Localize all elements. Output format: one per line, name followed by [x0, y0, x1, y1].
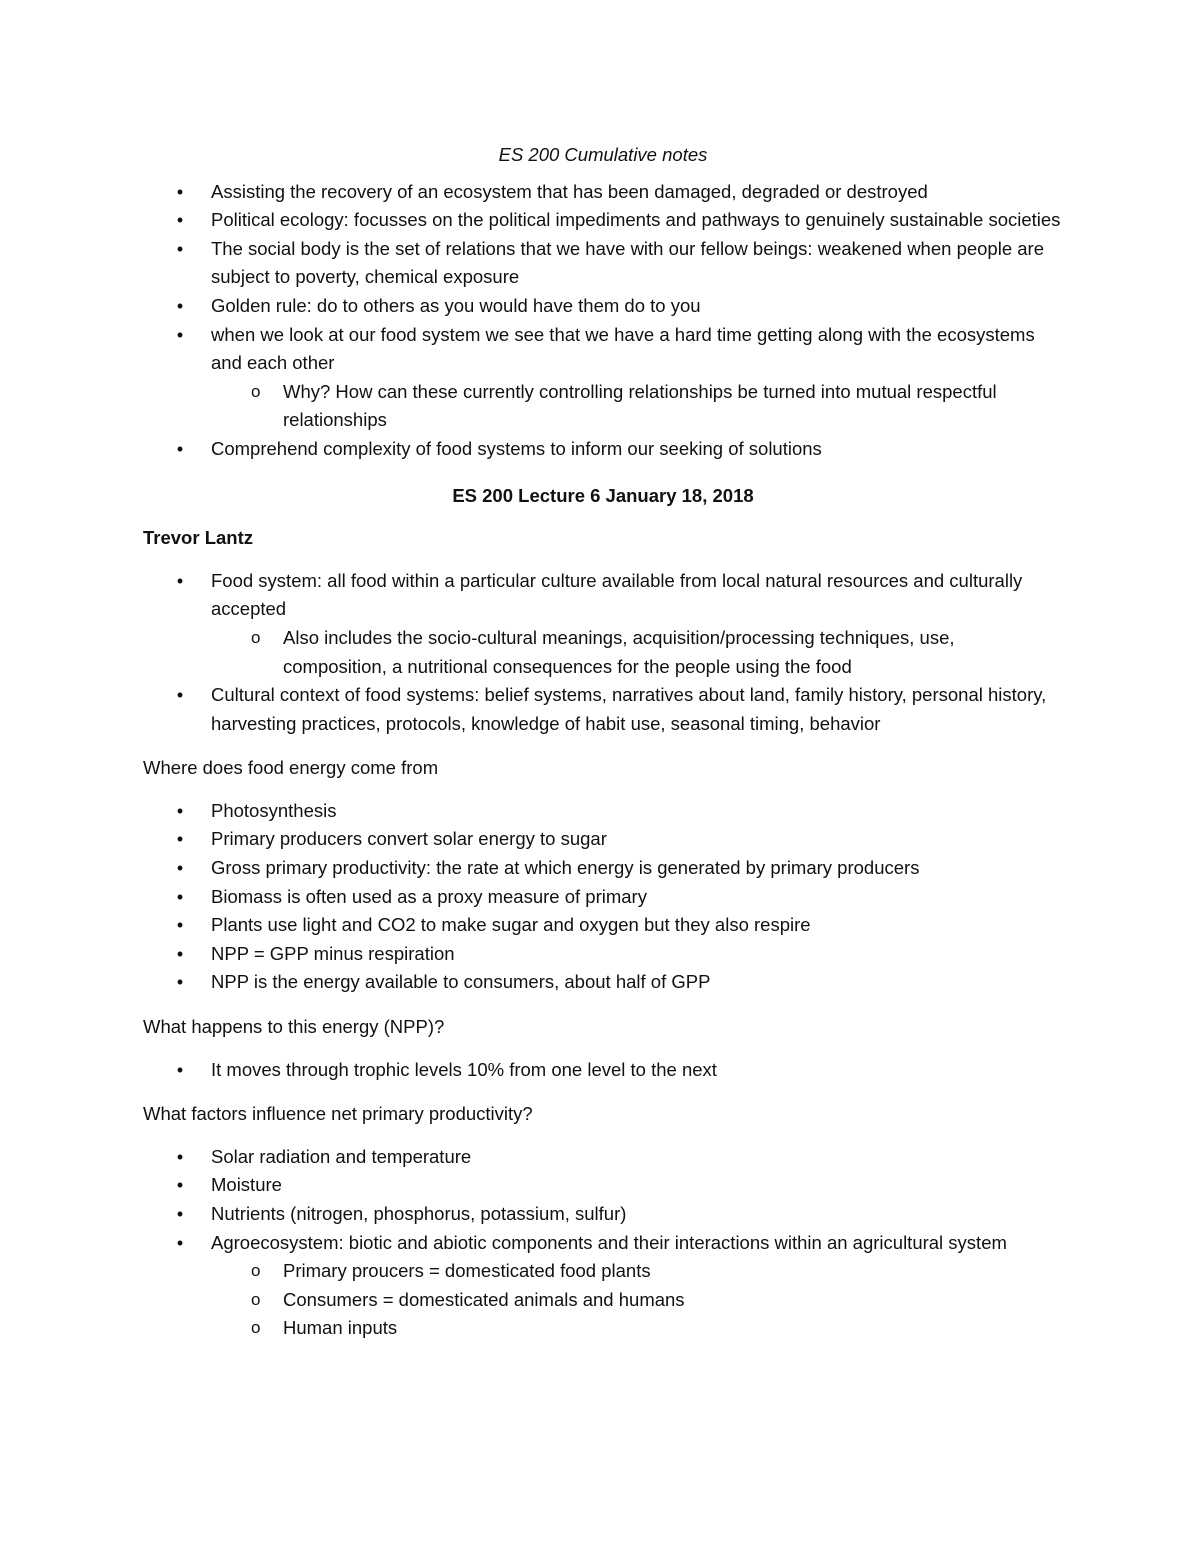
sub-list-item-text: Consumers = domesticated animals and humans — [283, 1288, 685, 1310]
bullet-icon: • — [176, 1146, 184, 1167]
bullet-icon: • — [176, 210, 184, 231]
list-item — [143, 1200, 1063, 1229]
list-item — [143, 854, 1063, 883]
list-item-text: Plants use light and CO2 to make sugar and oxygen but they also respire — [211, 914, 811, 936]
sub-list-item-text: Why? How can these currently controlling relationships be turned into mutual respectful relationships — [283, 380, 997, 431]
list-item — [143, 825, 1063, 854]
list-item-text: It moves through trophic levels 10% from one level to the next — [211, 1058, 717, 1080]
sub-list-item — [211, 378, 1063, 435]
energy-source-list — [143, 797, 1063, 997]
bullet-icon: • — [176, 1232, 184, 1253]
list-item — [143, 206, 1063, 235]
list-item-text: Primary producers convert solar energy to sugar — [211, 828, 607, 850]
sub-list — [211, 1257, 1063, 1343]
intro-list — [143, 178, 1063, 464]
lecture-heading: ES 200 Lecture 6 January 18, 2018 — [452, 484, 754, 506]
speaker-name: Trevor Lantz — [143, 527, 253, 549]
list-item — [143, 567, 1063, 681]
bullet-icon: • — [176, 181, 184, 202]
sub-list — [211, 378, 1063, 435]
bullet-icon: • — [176, 1175, 184, 1196]
list-item-text: Food system: all food within a particular culture available from local natural resources and culturally accepted — [211, 569, 1023, 620]
list-item — [143, 1056, 1063, 1085]
bullet-icon: • — [176, 685, 184, 706]
bullet-icon: • — [176, 1204, 184, 1224]
bullet-icon: • — [176, 800, 184, 821]
list-item — [143, 1229, 1063, 1343]
sub-list-item — [211, 1286, 1063, 1315]
list-item — [143, 681, 1063, 738]
document-body — [143, 141, 1063, 1343]
bullet-icon: • — [176, 972, 184, 993]
bullet-icon: • — [176, 915, 184, 936]
bullet-icon: • — [176, 886, 184, 907]
bullet-icon: • — [176, 238, 184, 259]
list-item-text: Photosynthesis — [211, 799, 337, 821]
list-item-text: Political ecology: focusses on the political impediments and pathways to genuinely sustainable societies — [211, 209, 1061, 231]
section-question: What factors influence net primary productivity? — [143, 1103, 533, 1125]
list-item — [143, 292, 1063, 321]
hollow-bullet-icon: o — [251, 1261, 261, 1281]
list-item — [143, 1143, 1063, 1172]
list-item — [143, 883, 1063, 912]
sub-list-item-text: Also includes the socio-cultural meanings, acquisition/processing techniques, use, composition, a nutritional consequences for the people using the food — [283, 626, 955, 677]
hollow-bullet-icon: o — [251, 1318, 261, 1338]
sub-list-item — [211, 1314, 1063, 1343]
list-item-text: Cultural context of food systems: belief systems, narratives about land, family history, personal history, harvesting practices, protocols, knowledge of habit use, seasonal timing, behavior — [211, 684, 1047, 734]
list-item-text: Solar radiation and temperature — [211, 1145, 472, 1167]
list-item-text: NPP = GPP minus respiration — [211, 942, 455, 964]
sub-list-item-text: Human inputs — [283, 1317, 398, 1339]
list-item-text: Moisture — [211, 1174, 282, 1196]
bullet-icon: • — [176, 943, 184, 964]
bullet-icon: • — [176, 570, 184, 591]
list-item-text: The social body is the set of relations that we have with our fellow beings: weakened when people are subject to poverty, chemical exposure — [211, 237, 1044, 288]
lecture-list — [143, 567, 1063, 739]
list-item-text: Nutrients (nitrogen, phosphorus, potassium, sulfur) — [211, 1203, 627, 1224]
list-item-text: Agroecosystem: biotic and abiotic components and their interactions within an agricultural system — [211, 1231, 1007, 1253]
list-item — [143, 321, 1063, 435]
list-item-text: Golden rule: do to others as you would have them do to you — [211, 294, 701, 316]
energy-flow-list — [143, 1056, 1063, 1085]
hollow-bullet-icon: o — [251, 1289, 261, 1309]
sub-list-item — [211, 624, 1063, 681]
sub-list — [211, 624, 1063, 681]
list-item — [143, 968, 1063, 997]
list-item — [143, 940, 1063, 969]
npp-factors-list — [143, 1143, 1063, 1343]
bullet-icon: • — [176, 1059, 184, 1080]
section-question: Where does food energy come from — [143, 757, 439, 779]
list-item — [143, 911, 1063, 940]
list-item — [143, 1171, 1063, 1200]
sub-list-item — [211, 1257, 1063, 1286]
bullet-icon: • — [176, 438, 184, 459]
sub-list-item-text: Primary proucers = domesticated food plants — [283, 1260, 651, 1282]
document-title: ES 200 Cumulative notes — [498, 144, 708, 165]
hollow-bullet-icon: o — [251, 627, 261, 647]
list-item — [143, 235, 1063, 292]
bullet-icon: • — [176, 324, 184, 345]
bullet-icon: • — [176, 858, 184, 879]
section-question: What happens to this energy (NPP)? — [143, 1016, 445, 1038]
hollow-bullet-icon: o — [251, 381, 261, 401]
bullet-icon: • — [176, 295, 184, 316]
list-item-text: NPP is the energy available to consumers, about half of GPP — [211, 971, 711, 993]
list-item-text: when we look at our food system we see that we have a hard time getting along with the ecosystems and each other — [211, 323, 1035, 374]
list-item-text: Comprehend complexity of food systems to inform our seeking of solutions — [211, 437, 822, 459]
list-item-text: Gross primary productivity: the rate at which energy is generated by primary producers — [211, 857, 920, 879]
list-item-text: Biomass is often used as a proxy measure of primary — [211, 885, 647, 907]
list-item — [143, 178, 1063, 207]
list-item-text: Assisting the recovery of an ecosystem that has been damaged, degraded or destroyed — [211, 180, 928, 202]
bullet-icon: • — [176, 829, 184, 850]
list-item — [143, 435, 1063, 464]
list-item — [143, 797, 1063, 826]
